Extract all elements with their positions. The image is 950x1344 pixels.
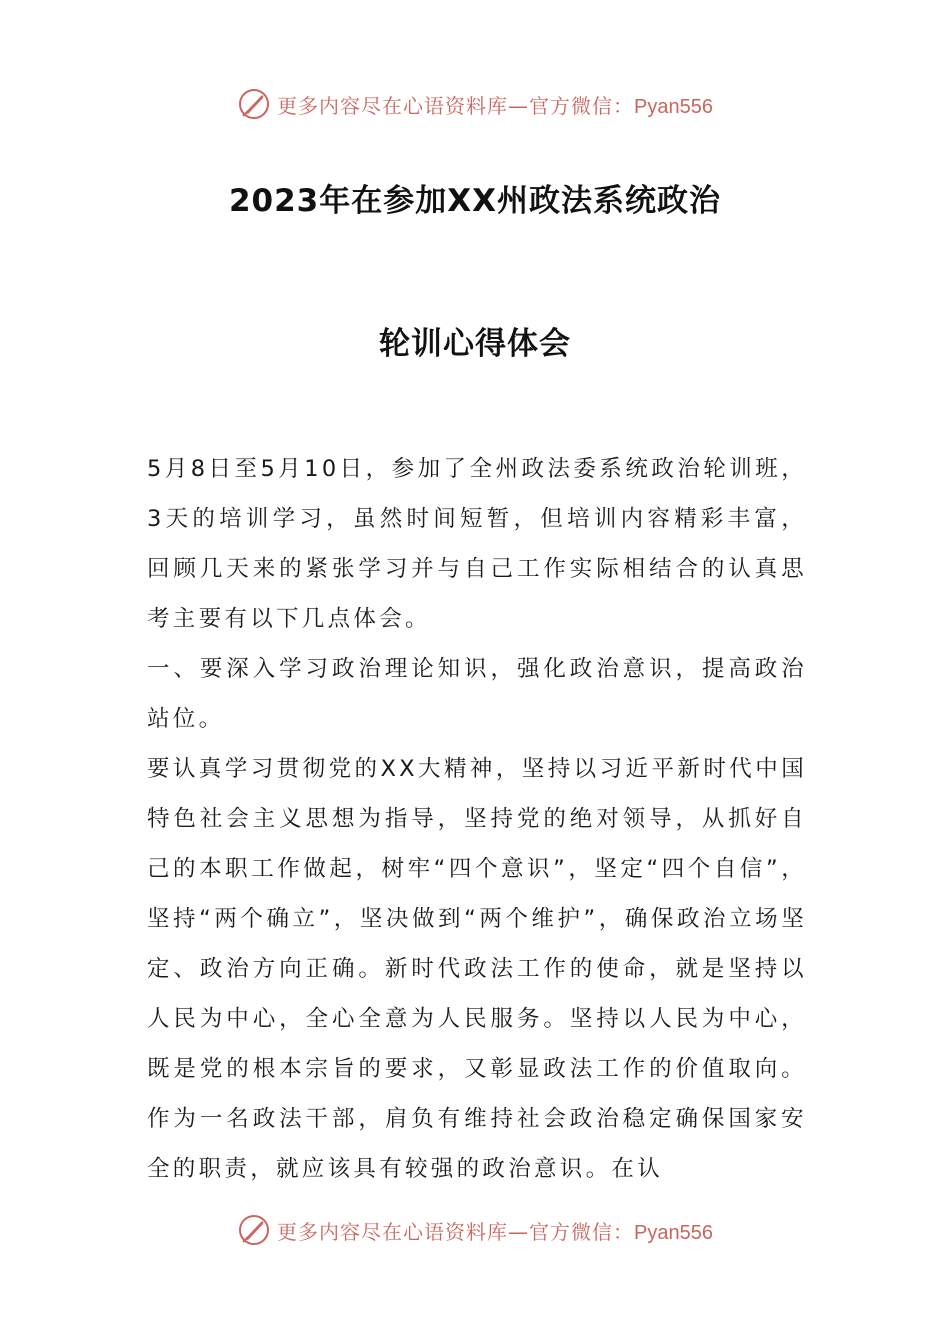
document-body [147,444,807,1194]
body-paragraph-intro: 5月8日至5月10日，参加了全州政法委系统政治轮训班，3天的培训学习，虽然时间短暂，但培训内容精彩丰富，回顾几天来的紧张学习并与自己工作实际相结合的认真思考主要有以下几点体会。 [147,456,807,632]
quill-pen-logo-icon [237,87,271,121]
watermark-text: 更多内容尽在心语资料库—官方微信：Pyan556 [277,93,713,118]
watermark-text: 更多内容尽在心语资料库—官方微信：Pyan556 [277,1219,713,1244]
body-section-heading-1: 一、要深入学习政治理论知识，强化政治意识，提高政治站位。 [147,656,807,732]
quill-pen-logo-icon [237,1213,271,1247]
body-paragraph-section-1: 要认真学习贯彻党的XX大精神，坚持以习近平新时代中国特色社会主义思想为指导，坚持党的绝对领导，从抓好自己的本职工作做起，树牢“四个意识”，坚定“四个自信”，坚持“两个确立”，坚决做到“两个维护”，确保政治立场坚定、政治方向正确。新时代政法工作的使命，就是坚持以人民为中心，全心全意为人民服务。坚持以人民为中心，既是党的根本宗旨的要求，又彰显政法工作的价值取向。作为一名政法干部，肩负有维持社会政治稳定确保国家安全的职责，就应该具有较强的政治意识。在认 [147,756,807,1182]
document-title-line-2: 轮训心得体会 [379,326,571,362]
document-title-line-1: 2023年在参加XX州政法系统政治 [228,183,722,219]
watermark-header [0,84,950,124]
watermark-footer [0,1210,950,1250]
